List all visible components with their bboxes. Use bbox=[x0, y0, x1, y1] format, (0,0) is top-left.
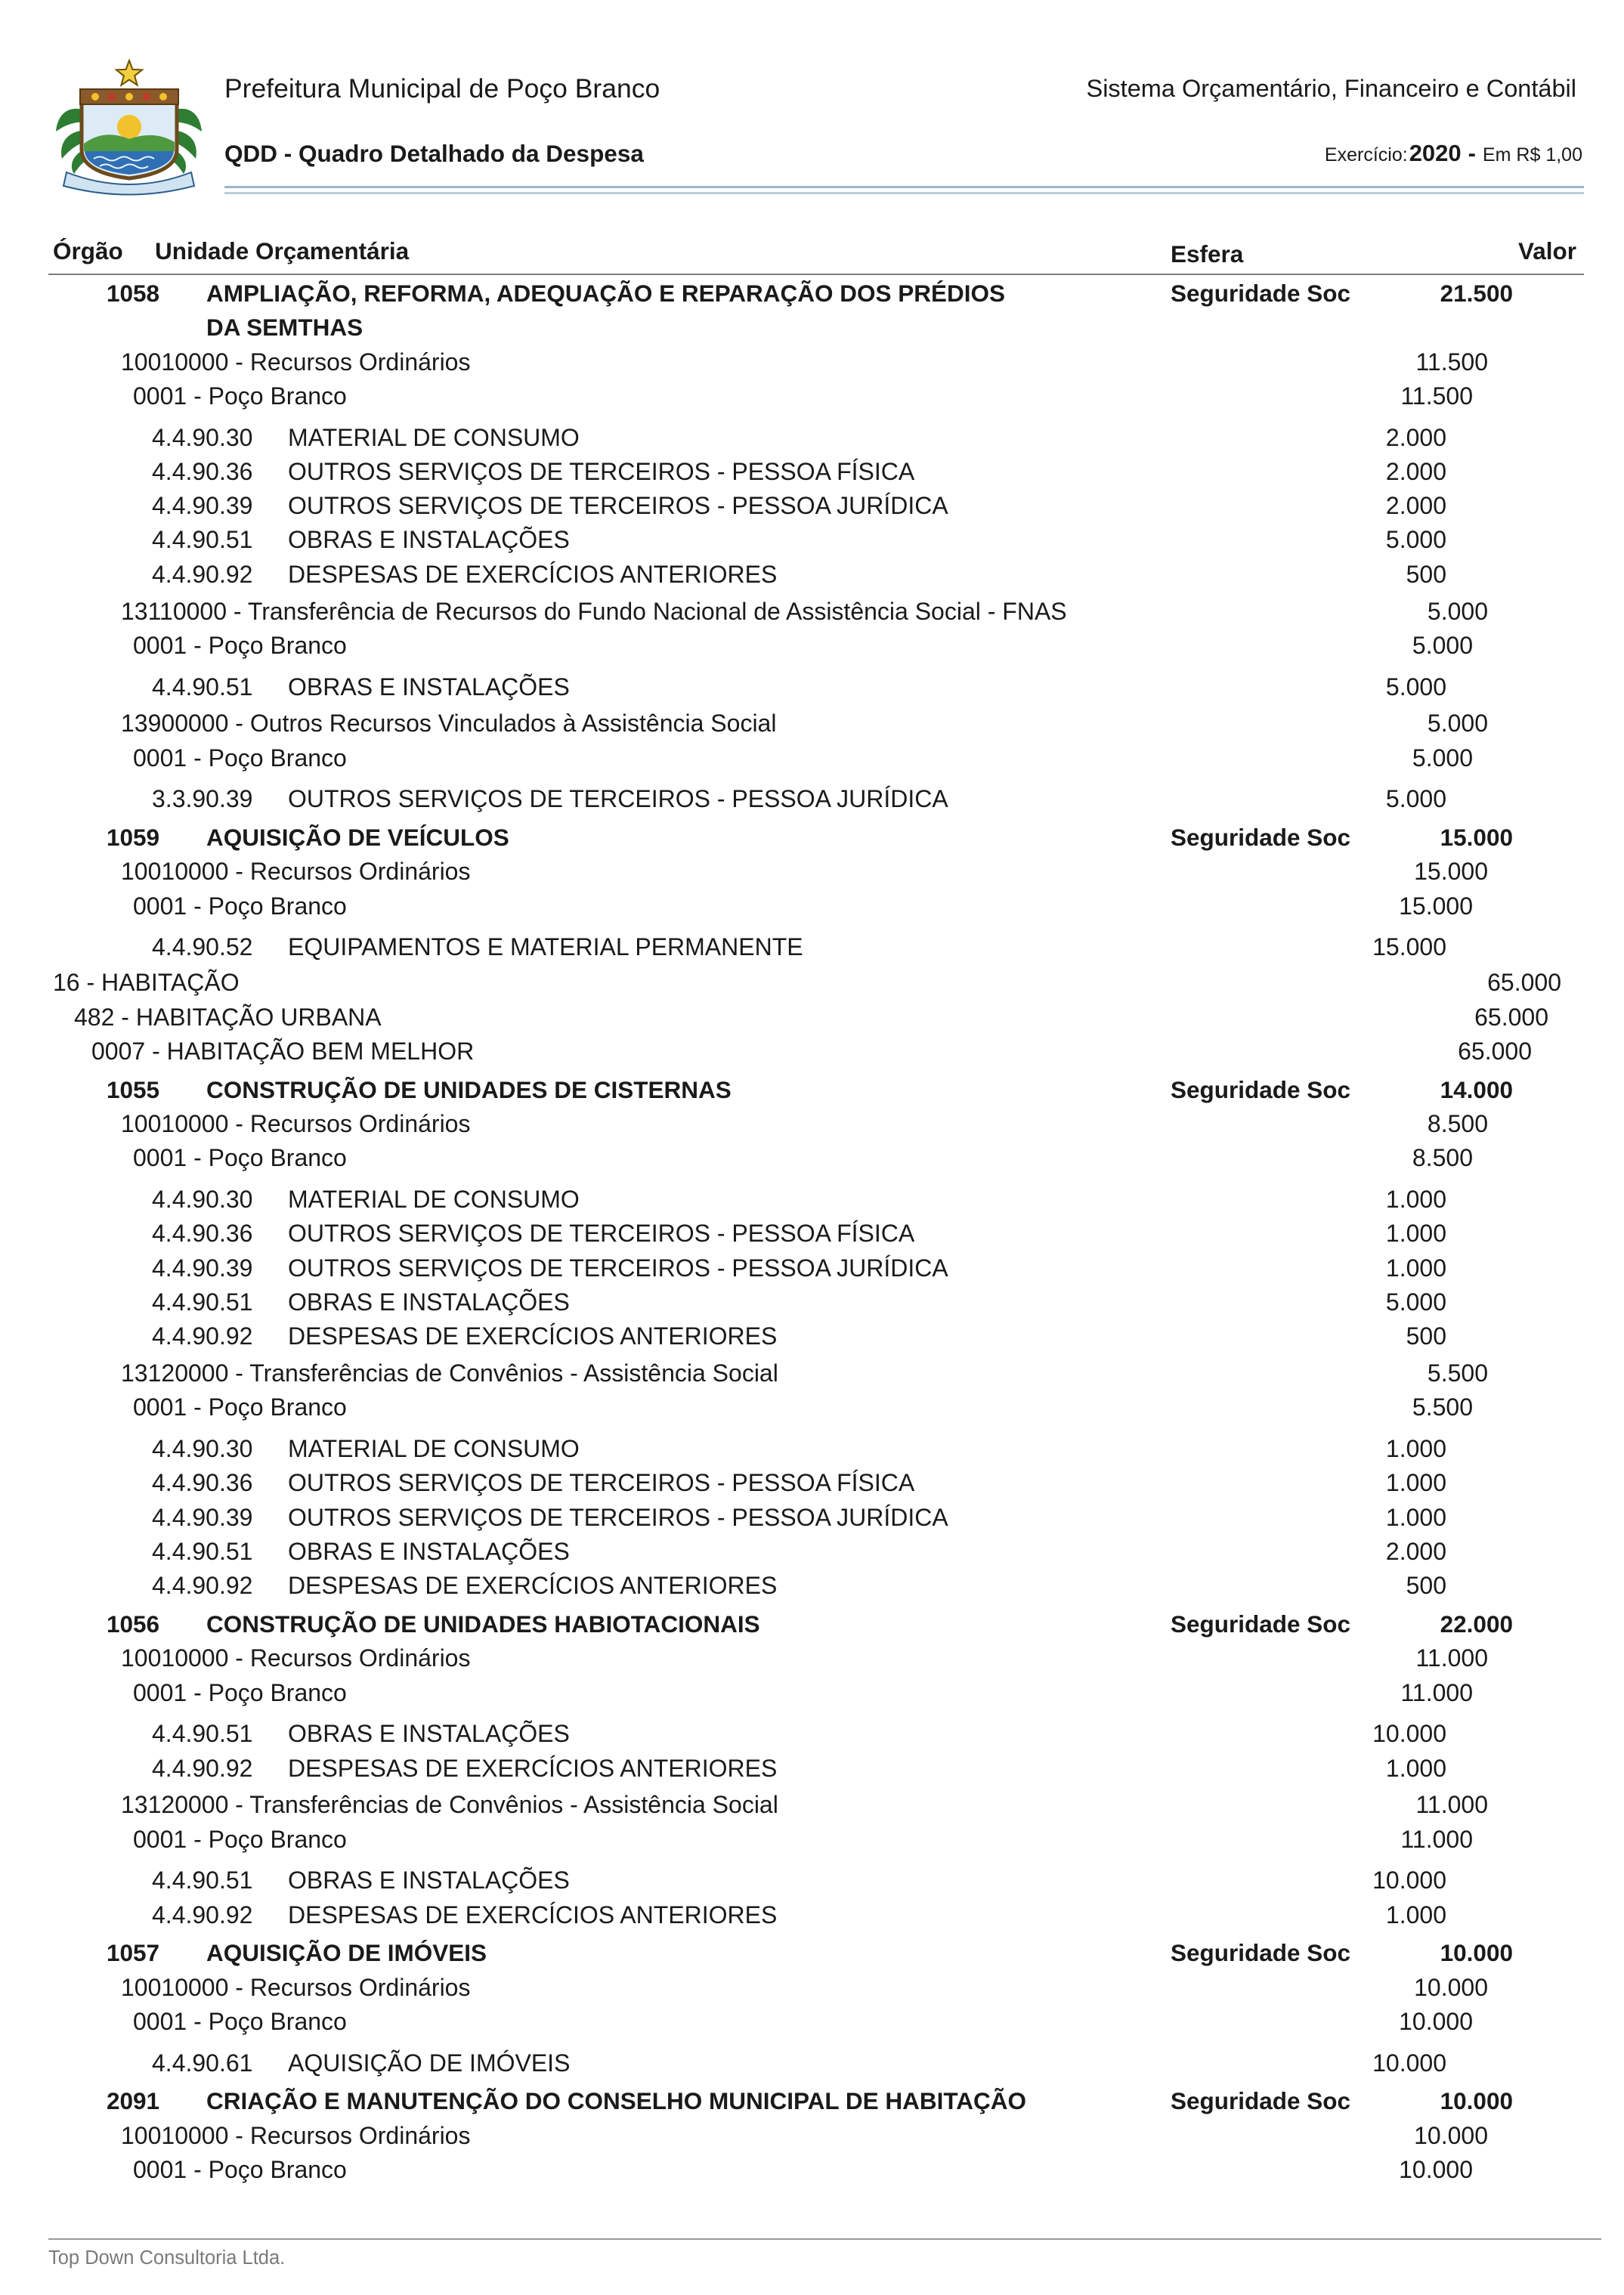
destinacao-value: 11.000 bbox=[1400, 1825, 1473, 1853]
fonte-recurso-row bbox=[0, 855, 1624, 889]
system-name: Sistema Orçamentário, Financeiro e Contábil bbox=[1086, 75, 1576, 102]
elemento-despesa-row bbox=[0, 1319, 1624, 1353]
elemento-value: 500 bbox=[1406, 1572, 1446, 1600]
fonte-recurso-title: 13120000 - Transferências de Convênios - Assistência Social bbox=[121, 1791, 778, 1819]
elemento-value: 500 bbox=[1406, 1322, 1446, 1350]
column-header-orgao: Órgão bbox=[53, 237, 123, 264]
elemento-description: DESPESAS DE EXERCÍCIOS ANTERIORES bbox=[288, 560, 778, 588]
elemento-value: 10.000 bbox=[1372, 2049, 1446, 2077]
footer-rule bbox=[48, 2238, 1601, 2240]
elemento-code: 4.4.90.51 bbox=[152, 1867, 253, 1894]
elemento-description: OBRAS E INSTALAÇÕES bbox=[288, 526, 570, 554]
subfuncao-row bbox=[0, 1001, 1624, 1035]
header-rule-bottom bbox=[224, 192, 1584, 194]
elemento-code: 4.4.90.92 bbox=[152, 1322, 253, 1350]
elemento-despesa-row bbox=[0, 1864, 1624, 1898]
destinacao-title: 0001 - Poço Branco bbox=[133, 744, 347, 772]
coat-of-arms-logo bbox=[51, 59, 206, 204]
destinacao-row bbox=[0, 379, 1624, 413]
elemento-code: 4.4.90.92 bbox=[152, 1901, 253, 1928]
programa-title: 0007 - HABITAÇÃO BEM MELHOR bbox=[91, 1037, 475, 1065]
elemento-description: AQUISIÇÃO DE IMÓVEIS bbox=[288, 2049, 571, 2077]
elemento-description: MATERIAL DE CONSUMO bbox=[288, 1434, 580, 1462]
elemento-code: 4.4.90.39 bbox=[152, 492, 253, 520]
elemento-description: DESPESAS DE EXERCÍCIOS ANTERIORES bbox=[288, 1572, 778, 1600]
acao-row bbox=[0, 2084, 1624, 2118]
elemento-code: 4.4.90.92 bbox=[152, 1754, 253, 1782]
acao-row bbox=[0, 1607, 1624, 1641]
destinacao-value: 15.000 bbox=[1399, 892, 1473, 920]
header-rule-top bbox=[224, 186, 1584, 188]
elemento-despesa-row bbox=[0, 1535, 1624, 1569]
elemento-description: OUTROS SERVIÇOS DE TERCEIROS - PESSOA JURÍDICA bbox=[288, 492, 948, 520]
destinacao-title: 0001 - Poço Branco bbox=[133, 1393, 347, 1421]
coat-of-arms-icon bbox=[51, 59, 206, 204]
elemento-value: 1.000 bbox=[1385, 1185, 1446, 1213]
fiscal-year-separator: - bbox=[1468, 140, 1476, 166]
fonte-recurso-title: 13120000 - Transferências de Convênios - Assistência Social bbox=[121, 1359, 778, 1387]
fonte-recurso-value: 15.000 bbox=[1414, 858, 1488, 886]
fonte-recurso-value: 5.000 bbox=[1427, 710, 1488, 738]
fonte-recurso-row bbox=[0, 1356, 1624, 1390]
funcao-title: 16 - HABITAÇÃO bbox=[53, 969, 240, 997]
elemento-code: 4.4.90.51 bbox=[152, 1720, 253, 1748]
destinacao-row bbox=[0, 2153, 1624, 2187]
destinacao-value: 11.500 bbox=[1400, 382, 1473, 410]
fonte-recurso-row bbox=[0, 1788, 1624, 1822]
elemento-description: OBRAS E INSTALAÇÕES bbox=[288, 1720, 570, 1748]
elemento-despesa-row bbox=[0, 489, 1624, 523]
destinacao-value: 11.000 bbox=[1400, 1678, 1473, 1706]
fonte-recurso-title: 10010000 - Recursos Ordinários bbox=[121, 348, 471, 376]
elemento-despesa-row bbox=[0, 1752, 1624, 1786]
fonte-recurso-row bbox=[0, 1971, 1624, 2005]
elemento-despesa-row bbox=[0, 421, 1624, 455]
elemento-code: 4.4.90.30 bbox=[152, 1185, 253, 1213]
column-header-valor: Valor bbox=[1517, 237, 1576, 264]
elemento-code: 4.4.90.92 bbox=[152, 560, 253, 588]
elemento-code: 4.4.90.51 bbox=[152, 1288, 253, 1316]
fonte-recurso-title: 10010000 - Recursos Ordinários bbox=[121, 1973, 471, 2001]
destinacao-row bbox=[0, 741, 1624, 775]
elemento-code: 4.4.90.51 bbox=[152, 526, 253, 554]
fonte-recurso-value: 11.500 bbox=[1415, 348, 1488, 376]
fiscal-year: 2020 bbox=[1409, 140, 1462, 166]
elemento-description: OBRAS E INSTALAÇÕES bbox=[288, 1537, 570, 1565]
funcao-row bbox=[0, 966, 1624, 1000]
elemento-value: 1.000 bbox=[1385, 1434, 1446, 1462]
fonte-recurso-row bbox=[0, 345, 1624, 379]
report-title: QDD - Quadro Detalhado da Despesa bbox=[224, 140, 644, 167]
elemento-description: OBRAS E INSTALAÇÕES bbox=[288, 1288, 570, 1316]
fonte-recurso-value: 10.000 bbox=[1414, 2121, 1488, 2149]
elemento-description: DESPESAS DE EXERCÍCIOS ANTERIORES bbox=[288, 1901, 778, 1928]
acao-title: AQUISIÇÃO DE IMÓVEIS bbox=[206, 1939, 487, 1967]
fonte-recurso-row bbox=[0, 595, 1624, 629]
fonte-recurso-value: 8.500 bbox=[1427, 1109, 1488, 1137]
destinacao-value: 5.500 bbox=[1412, 1393, 1473, 1421]
esfera-label: Seguridade Soc bbox=[1171, 280, 1351, 307]
esfera-label: Seguridade Soc bbox=[1171, 2087, 1351, 2115]
destinacao-value: 5.000 bbox=[1412, 631, 1473, 659]
fiscal-year-info bbox=[1325, 137, 1582, 170]
elemento-description: OUTROS SERVIÇOS DE TERCEIROS - PESSOA JURÍDICA bbox=[288, 785, 948, 813]
elemento-value: 1.000 bbox=[1385, 1254, 1446, 1282]
acao-value: 22.000 bbox=[1440, 1610, 1513, 1638]
elemento-code: 4.4.90.52 bbox=[152, 933, 253, 961]
fonte-recurso-title: 10010000 - Recursos Ordinários bbox=[121, 1644, 471, 1672]
elemento-value: 500 bbox=[1406, 560, 1446, 588]
fonte-recurso-value: 5.500 bbox=[1427, 1359, 1488, 1387]
fonte-recurso-title: 10010000 - Recursos Ordinários bbox=[121, 1109, 471, 1137]
destinacao-title: 0001 - Poço Branco bbox=[133, 382, 347, 410]
destinacao-row bbox=[0, 889, 1624, 923]
elemento-code: 4.4.90.30 bbox=[152, 1434, 253, 1462]
destinacao-value: 10.000 bbox=[1399, 2156, 1473, 2184]
acao-title-continuation-row bbox=[0, 311, 1624, 345]
elemento-description: OUTROS SERVIÇOS DE TERCEIROS - PESSOA FÍSICA bbox=[288, 457, 915, 485]
column-header-esfera: Esfera bbox=[1171, 240, 1244, 268]
elemento-despesa-row bbox=[0, 1251, 1624, 1285]
elemento-description: OBRAS E INSTALAÇÕES bbox=[288, 673, 570, 701]
municipality-name: Prefeitura Municipal de Poço Branco bbox=[224, 73, 660, 104]
elemento-value: 1.000 bbox=[1385, 1469, 1446, 1497]
destinacao-value: 5.000 bbox=[1412, 744, 1473, 772]
elemento-description: OUTROS SERVIÇOS DE TERCEIROS - PESSOA FÍSICA bbox=[288, 1469, 915, 1497]
destinacao-title: 0001 - Poço Branco bbox=[133, 1144, 347, 1172]
elemento-description: OUTROS SERVIÇOS DE TERCEIROS - PESSOA JURÍDICA bbox=[288, 1254, 948, 1282]
elemento-value: 2.000 bbox=[1385, 423, 1446, 451]
destinacao-row bbox=[0, 1823, 1624, 1857]
column-header-unidade: Unidade Orçamentária bbox=[155, 237, 410, 264]
elemento-despesa-row bbox=[0, 455, 1624, 489]
elemento-code: 4.4.90.39 bbox=[152, 1254, 253, 1282]
acao-value: 21.500 bbox=[1440, 280, 1513, 307]
acao-title: AMPLIAÇÃO, REFORMA, ADEQUAÇÃO E REPARAÇÃO DOS PRÉDIOS bbox=[206, 280, 1006, 307]
acao-row bbox=[0, 821, 1624, 855]
destinacao-row bbox=[0, 2005, 1624, 2039]
programa-row bbox=[0, 1035, 1624, 1069]
destinacao-title: 0001 - Poço Branco bbox=[133, 1678, 347, 1706]
esfera-label: Seguridade Soc bbox=[1171, 1939, 1351, 1967]
elemento-despesa-row bbox=[0, 782, 1624, 816]
elemento-despesa-row bbox=[0, 523, 1624, 557]
elemento-despesa-row bbox=[0, 2046, 1624, 2080]
elemento-code: 4.4.90.92 bbox=[152, 1572, 253, 1600]
elemento-value: 5.000 bbox=[1385, 526, 1446, 554]
elemento-value: 1.000 bbox=[1385, 1220, 1446, 1248]
elemento-description: MATERIAL DE CONSUMO bbox=[288, 1185, 580, 1213]
currency-unit: Em R$ 1,00 bbox=[1482, 144, 1582, 165]
acao-value: 10.000 bbox=[1440, 1939, 1513, 1967]
acao-title: CONSTRUÇÃO DE UNIDADES DE CISTERNAS bbox=[206, 1075, 732, 1103]
elemento-value: 1.000 bbox=[1385, 1901, 1446, 1928]
elemento-code: 4.4.90.36 bbox=[152, 1220, 253, 1248]
subfuncao-title: 482 - HABITAÇÃO URBANA bbox=[74, 1003, 382, 1031]
acao-code: 1057 bbox=[107, 1939, 160, 1967]
elemento-despesa-row bbox=[0, 1432, 1624, 1466]
elemento-value: 2.000 bbox=[1385, 457, 1446, 485]
fonte-recurso-title: 13900000 - Outros Recursos Vinculados à Assistência Social bbox=[121, 710, 777, 738]
elemento-despesa-row bbox=[0, 558, 1624, 592]
acao-row bbox=[0, 1936, 1624, 1970]
elemento-value: 5.000 bbox=[1385, 785, 1446, 813]
elemento-despesa-row bbox=[0, 930, 1624, 964]
destinacao-row bbox=[0, 629, 1624, 663]
elemento-value: 10.000 bbox=[1372, 1867, 1446, 1894]
acao-code: 1059 bbox=[107, 824, 160, 852]
elemento-code: 4.4.90.39 bbox=[152, 1503, 253, 1531]
destinacao-title: 0001 - Poço Branco bbox=[133, 2007, 347, 2035]
elemento-description: DESPESAS DE EXERCÍCIOS ANTERIORES bbox=[288, 1322, 778, 1350]
fonte-recurso-row bbox=[0, 1107, 1624, 1141]
elemento-value: 2.000 bbox=[1385, 492, 1446, 520]
fonte-recurso-title: 10010000 - Recursos Ordinários bbox=[121, 858, 471, 886]
elemento-despesa-row bbox=[0, 1898, 1624, 1932]
acao-row bbox=[0, 1073, 1624, 1107]
acao-value: 14.000 bbox=[1440, 1075, 1513, 1103]
destinacao-title: 0001 - Poço Branco bbox=[133, 631, 347, 659]
logo-star bbox=[116, 60, 142, 85]
elemento-despesa-row bbox=[0, 1183, 1624, 1217]
elemento-despesa-row bbox=[0, 1717, 1624, 1751]
elemento-code: 4.4.90.51 bbox=[152, 673, 253, 701]
acao-value: 10.000 bbox=[1440, 2087, 1513, 2115]
column-header-rule bbox=[48, 274, 1584, 275]
funcao-value: 65.000 bbox=[1487, 969, 1561, 997]
elemento-despesa-row bbox=[0, 1501, 1624, 1535]
elemento-description: DESPESAS DE EXERCÍCIOS ANTERIORES bbox=[288, 1754, 778, 1782]
elemento-value: 15.000 bbox=[1372, 933, 1446, 961]
destinacao-value: 10.000 bbox=[1399, 2007, 1473, 2035]
destinacao-title: 0001 - Poço Branco bbox=[133, 1825, 347, 1853]
acao-title: CRIAÇÃO E MANUTENÇÃO DO CONSELHO MUNICIPAL DE HABITAÇÃO bbox=[206, 2087, 1026, 2115]
elemento-code: 3.3.90.39 bbox=[152, 785, 253, 813]
esfera-label: Seguridade Soc bbox=[1171, 824, 1351, 852]
footer-company: Top Down Consultoria Ltda. bbox=[48, 2247, 286, 2269]
elemento-value: 1.000 bbox=[1385, 1754, 1446, 1782]
fonte-recurso-value: 10.000 bbox=[1414, 1973, 1488, 2001]
elemento-despesa-row bbox=[0, 1217, 1624, 1251]
elemento-description: MATERIAL DE CONSUMO bbox=[288, 423, 580, 451]
elemento-value: 1.000 bbox=[1385, 1503, 1446, 1531]
elemento-despesa-row bbox=[0, 1285, 1624, 1319]
fonte-recurso-title: 10010000 - Recursos Ordinários bbox=[121, 2121, 471, 2149]
subfuncao-value: 65.000 bbox=[1474, 1003, 1548, 1031]
acao-code: 1056 bbox=[107, 1610, 160, 1638]
elemento-code: 4.4.90.61 bbox=[152, 2049, 253, 2077]
fonte-recurso-value: 11.000 bbox=[1415, 1791, 1488, 1819]
esfera-label: Seguridade Soc bbox=[1171, 1610, 1351, 1638]
logo-sun bbox=[117, 115, 141, 139]
elemento-value: 5.000 bbox=[1385, 673, 1446, 701]
acao-code: 2091 bbox=[107, 2087, 160, 2115]
destinacao-row bbox=[0, 1390, 1624, 1424]
fonte-recurso-row bbox=[0, 2119, 1624, 2153]
expense-detail-list bbox=[0, 277, 1624, 2187]
fonte-recurso-value: 5.000 bbox=[1427, 597, 1488, 625]
acao-value: 15.000 bbox=[1440, 824, 1513, 852]
acao-title-continuation: DA SEMTHAS bbox=[206, 314, 363, 342]
elemento-value: 2.000 bbox=[1385, 1537, 1446, 1565]
destinacao-row bbox=[0, 1676, 1624, 1710]
elemento-code: 4.4.90.36 bbox=[152, 1469, 253, 1497]
destinacao-row bbox=[0, 1141, 1624, 1175]
elemento-description: OUTROS SERVIÇOS DE TERCEIROS - PESSOA FÍSICA bbox=[288, 1220, 915, 1248]
elemento-despesa-row bbox=[0, 670, 1624, 704]
elemento-despesa-row bbox=[0, 1569, 1624, 1603]
elemento-code: 4.4.90.51 bbox=[152, 1537, 253, 1565]
fonte-recurso-title: 13110000 - Transferência de Recursos do Fundo Nacional de Assistência Social - FNAS bbox=[121, 597, 1067, 625]
elemento-despesa-row bbox=[0, 1466, 1624, 1500]
fiscal-year-label: Exercício: bbox=[1324, 144, 1408, 165]
acao-title: AQUISIÇÃO DE VEÍCULOS bbox=[206, 824, 509, 852]
elemento-code: 4.4.90.36 bbox=[152, 457, 253, 485]
acao-code: 1055 bbox=[107, 1075, 160, 1103]
acao-title: CONSTRUÇÃO DE UNIDADES HABIOTACIONAIS bbox=[206, 1610, 760, 1638]
elemento-description: OBRAS E INSTALAÇÕES bbox=[288, 1867, 570, 1894]
elemento-description: EQUIPAMENTOS E MATERIAL PERMANENTE bbox=[288, 933, 803, 961]
elemento-code: 4.4.90.30 bbox=[152, 423, 253, 451]
esfera-label: Seguridade Soc bbox=[1171, 1075, 1351, 1103]
elemento-value: 10.000 bbox=[1372, 1720, 1446, 1748]
destinacao-title: 0001 - Poço Branco bbox=[133, 892, 347, 920]
fonte-recurso-row bbox=[0, 707, 1624, 741]
elemento-description: OUTROS SERVIÇOS DE TERCEIROS - PESSOA JURÍDICA bbox=[288, 1503, 948, 1531]
fonte-recurso-value: 11.000 bbox=[1415, 1644, 1488, 1672]
acao-code: 1058 bbox=[107, 280, 160, 307]
destinacao-value: 8.500 bbox=[1412, 1144, 1473, 1172]
programa-value: 65.000 bbox=[1458, 1037, 1532, 1065]
fonte-recurso-row bbox=[0, 1641, 1624, 1675]
destinacao-title: 0001 - Poço Branco bbox=[133, 2156, 347, 2184]
elemento-value: 5.000 bbox=[1385, 1288, 1446, 1316]
acao-row bbox=[0, 277, 1624, 311]
